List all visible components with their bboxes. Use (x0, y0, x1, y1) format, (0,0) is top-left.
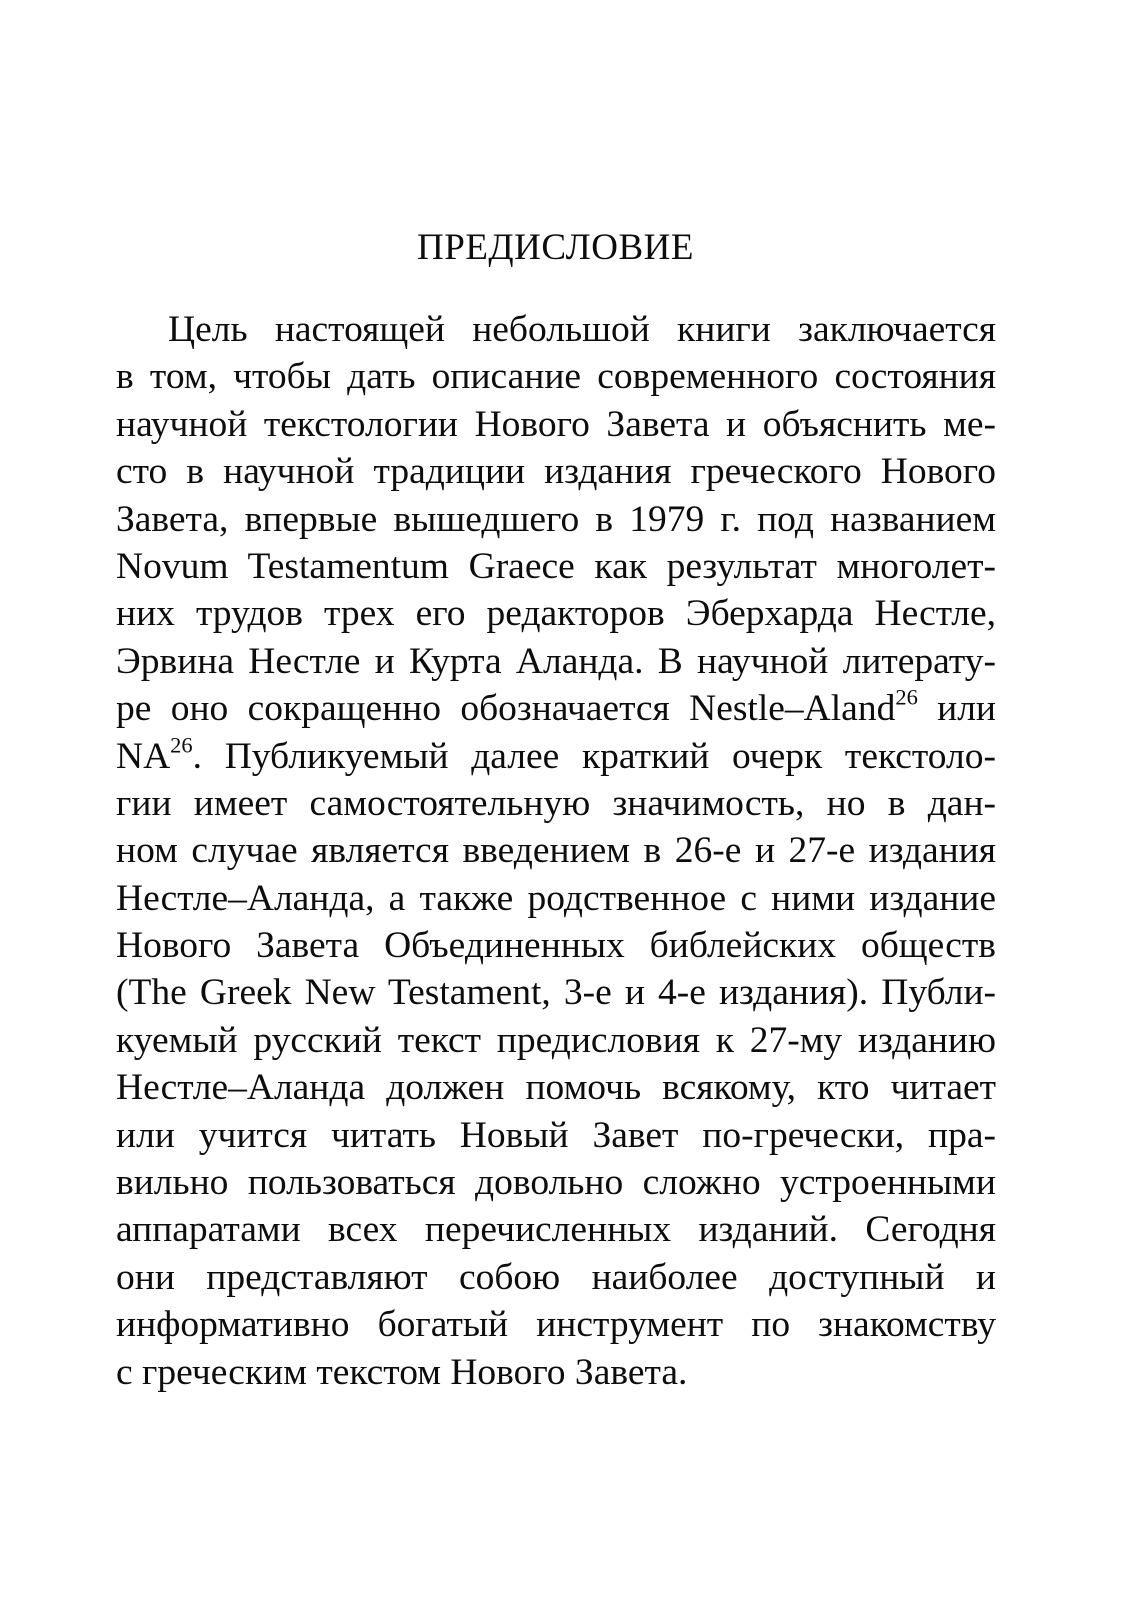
text-line: информативно богатый инструмент по знакомству (116, 1304, 996, 1346)
text-line: куемый русский текст предисловия к 27-му изданию (116, 1019, 996, 1061)
text-line: вильно пользоваться довольно сложно устроенными (116, 1162, 996, 1204)
text-segment: . Публикуемый далее краткий очерк текстоло- (192, 735, 996, 777)
preface-paragraph (116, 306, 996, 1396)
text-line: Нестле–Аланда, а также родственное с ними издание (116, 877, 996, 919)
text-line: ном случае является введением в 26-е и 27-е издания (116, 830, 996, 872)
text-line: сто в научной традиции издания греческого Нового (116, 451, 996, 493)
text-line: или учится читать Новый Завет по-гречески, пра- (116, 1114, 996, 1156)
text-line: Нестле–Аланда должен помочь всякому, кто читает (116, 1067, 996, 1109)
superscript: 26 (170, 731, 193, 757)
text-line: научной текстологии Нового Завета и объяснить ме- (116, 403, 996, 445)
text-line: Novum Testamentum Graece как результат многолет- (116, 545, 996, 587)
text-line: Завета, впервые вышедшего в 1979 г. под названием (116, 498, 996, 540)
text-segment: или (917, 688, 996, 730)
text-line: в том, чтобы дать описание современного состояния (116, 356, 996, 398)
text-line: аппаратами всех перечисленных изданий. Сегодня (116, 1209, 996, 1251)
text-line: (The Greek New Testament, 3-е и 4-е издания). Публи- (116, 972, 996, 1014)
superscript: 26 (895, 684, 918, 710)
text-line: Эрвина Нестле и Курта Аланда. В научной литерату- (116, 640, 996, 682)
text-line (116, 733, 996, 780)
text-line: них трудов трех его редакторов Эберхарда Нестле, (116, 593, 996, 635)
text-line: Нового Завета Объединенных библейских обществ (116, 925, 996, 967)
text-line: с греческим текстом Нового Завета. (116, 1351, 688, 1393)
text-line: гии имеет самостоятельную значимость, но в дан- (116, 782, 996, 824)
page-title: ПРЕДИСЛОВИЕ (417, 227, 694, 268)
text-line: Цель настоящей небольшой книги заключается (168, 309, 996, 350)
text-segment: NA (116, 735, 171, 777)
text-line (116, 685, 996, 732)
text-segment: ре оно сокращенно обозначается Nestle–Aland (116, 688, 896, 730)
text-line: они представляют собою наиболее доступный и (116, 1256, 996, 1298)
